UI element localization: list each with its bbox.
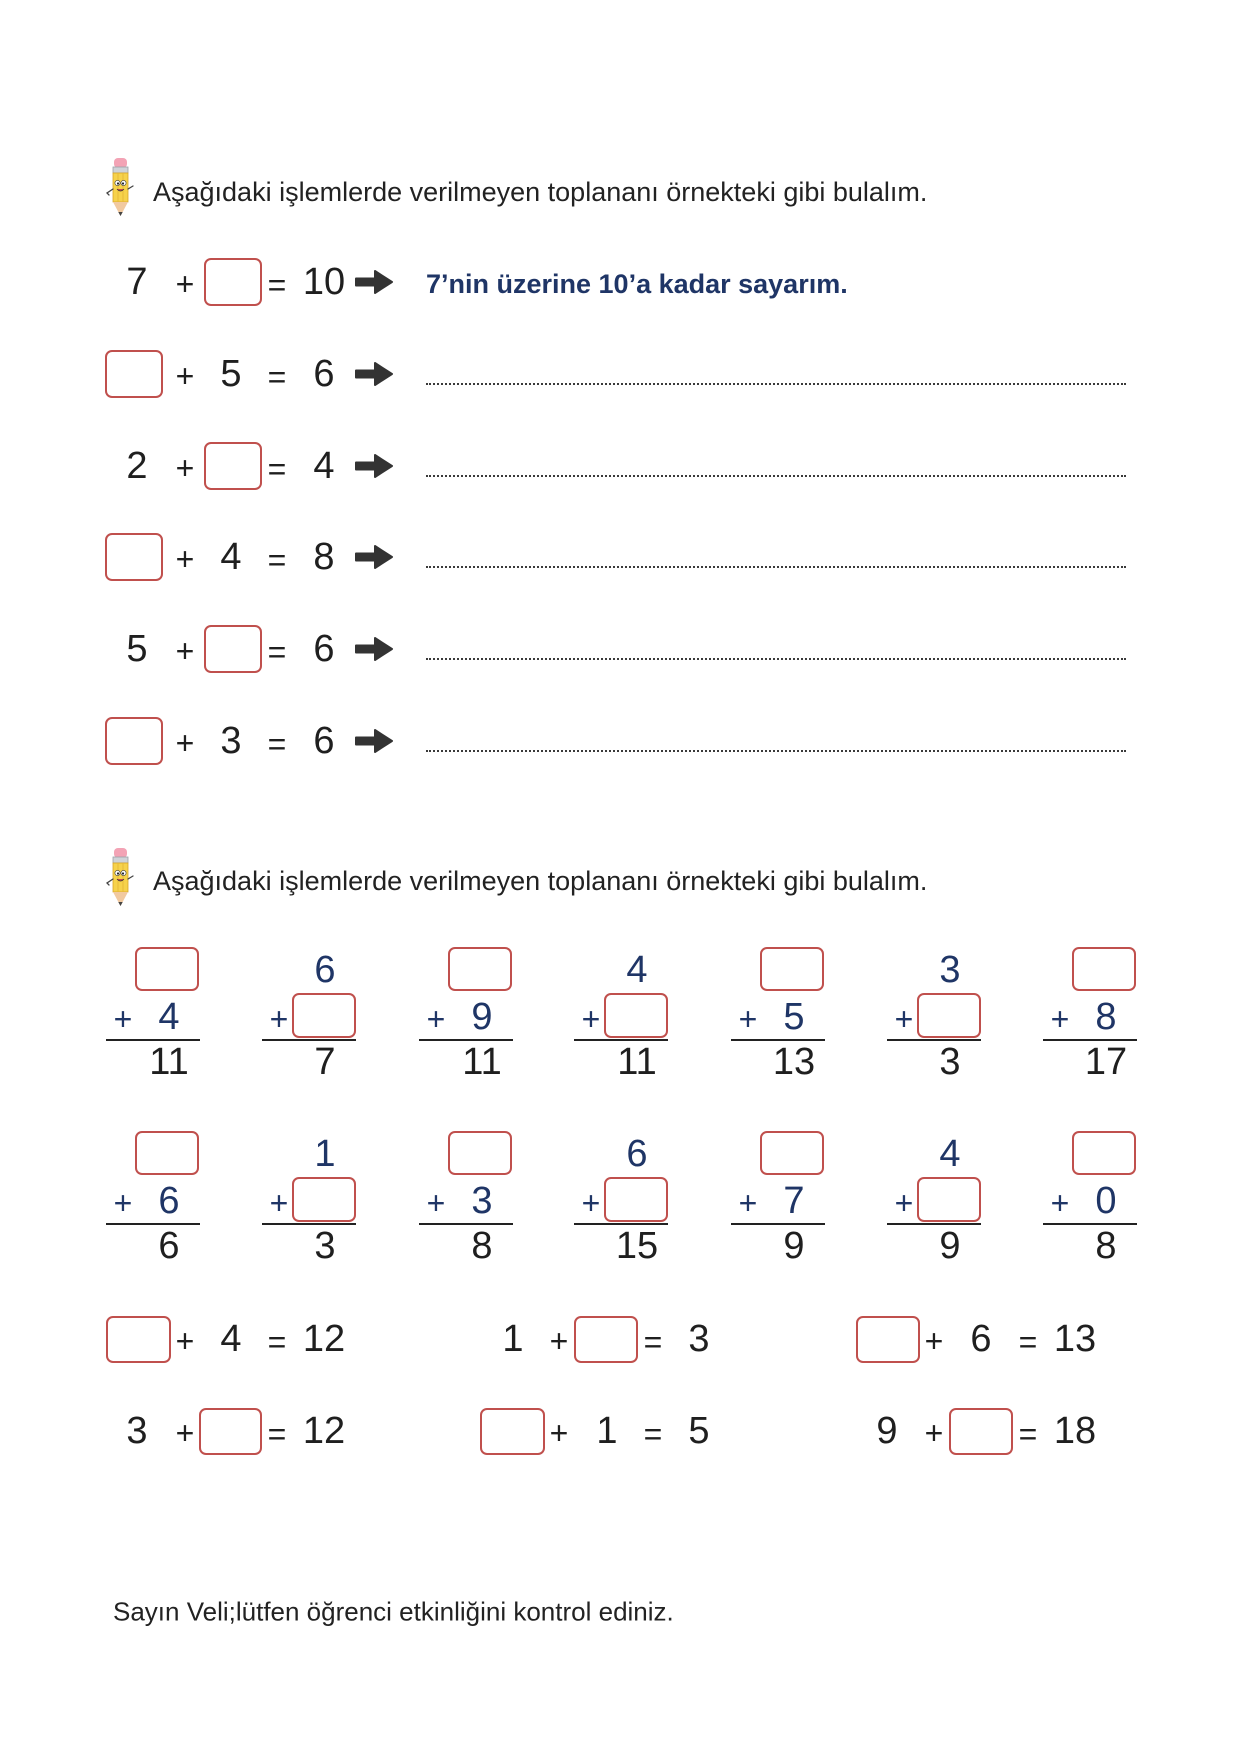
- plus-sign: +: [581, 1001, 601, 1037]
- plus-sign: +: [549, 1415, 569, 1451]
- missing-addend-box[interactable]: [949, 1408, 1013, 1455]
- plus-sign: +: [924, 1415, 944, 1451]
- right-arrow-icon: [353, 451, 395, 481]
- plus-sign: +: [549, 1323, 569, 1359]
- bottom-addend: 5: [783, 996, 805, 1038]
- vertical-addition: [1043, 1129, 1137, 1267]
- sum: 5: [688, 1410, 710, 1452]
- missing-addend-box[interactable]: [204, 442, 262, 490]
- plus-sign: +: [175, 1415, 195, 1451]
- sum-line: [887, 1223, 981, 1225]
- right-arrow-icon: [353, 542, 395, 572]
- second-addend: 1: [596, 1410, 618, 1452]
- vertical-addition: [887, 1129, 981, 1267]
- equals-sign: =: [643, 1324, 663, 1360]
- missing-addend-box[interactable]: [105, 717, 163, 765]
- plus-sign: +: [113, 1001, 133, 1037]
- sum: 13: [772, 1041, 816, 1083]
- sum: 13: [1053, 1318, 1097, 1360]
- equals-sign: =: [643, 1416, 663, 1452]
- bottom-addend: 6: [158, 1180, 180, 1222]
- missing-addend-box[interactable]: [292, 1177, 356, 1222]
- top-addend: 3: [939, 949, 961, 991]
- first-addend: 9: [876, 1410, 898, 1452]
- plus-sign: +: [581, 1185, 601, 1221]
- bottom-addend: 3: [471, 1180, 493, 1222]
- bottom-addend: 7: [783, 1180, 805, 1222]
- sum: 17: [1084, 1041, 1128, 1083]
- instruction-text: Aşağıdaki işlemlerde verilmeyen toplananı örnekteki gibi bulalım.: [153, 176, 928, 207]
- vertical-addition: [262, 1129, 356, 1267]
- first-addend: 5: [126, 628, 148, 670]
- sum: 11: [149, 1041, 189, 1083]
- missing-addend-box[interactable]: [204, 625, 262, 673]
- example-explanation: 7’nin üzerine 10’a kadar sayarım.: [426, 268, 848, 299]
- sum: 9: [939, 1225, 961, 1267]
- missing-addend-box[interactable]: [917, 1177, 981, 1222]
- second-addend: 6: [970, 1318, 992, 1360]
- plus-sign: +: [1050, 1185, 1070, 1221]
- missing-addend-box[interactable]: [105, 350, 163, 398]
- missing-addend-box[interactable]: [856, 1316, 920, 1363]
- vertical-addition: [419, 945, 513, 1083]
- plus-sign: +: [426, 1185, 446, 1221]
- plus-sign: +: [175, 450, 195, 486]
- plus-sign: +: [175, 358, 195, 394]
- plus-sign: +: [894, 1001, 914, 1037]
- vertical-addition: [574, 1129, 668, 1267]
- sum: 8: [1095, 1225, 1117, 1267]
- plus-sign: +: [175, 633, 195, 669]
- plus-sign: +: [175, 1323, 195, 1359]
- first-addend: 2: [126, 445, 148, 487]
- sum: 12: [302, 1410, 346, 1452]
- missing-addend-box[interactable]: [105, 533, 163, 581]
- equals-sign: =: [267, 267, 287, 303]
- plus-sign: +: [738, 1001, 758, 1037]
- missing-addend-box[interactable]: [135, 947, 199, 991]
- sum: 8: [313, 536, 335, 578]
- missing-addend-box[interactable]: [760, 947, 824, 991]
- answer-line[interactable]: [426, 475, 1126, 477]
- second-addend: 4: [220, 1318, 242, 1360]
- parent-note: Sayın Veli;lütfen öğrenci etkinliğini kontrol ediniz.: [113, 1596, 674, 1627]
- answer-line[interactable]: [426, 383, 1126, 385]
- right-arrow-icon: [353, 726, 395, 756]
- answer-line[interactable]: [426, 566, 1126, 568]
- missing-addend-box[interactable]: [574, 1316, 638, 1363]
- missing-addend-box[interactable]: [106, 1316, 171, 1363]
- sum-line: [262, 1039, 356, 1041]
- bottom-addend: 0: [1095, 1180, 1117, 1222]
- sum-line: [731, 1223, 825, 1225]
- equals-sign: =: [267, 542, 287, 578]
- sum: 12: [302, 1318, 346, 1360]
- sum: 6: [313, 628, 335, 670]
- missing-addend-box[interactable]: [292, 993, 356, 1038]
- equals-sign: =: [267, 451, 287, 487]
- bottom-addend: 4: [158, 996, 180, 1038]
- right-arrow-icon: [353, 634, 395, 664]
- sum: 18: [1053, 1410, 1097, 1452]
- vertical-addition: [262, 945, 356, 1083]
- plus-sign: +: [738, 1185, 758, 1221]
- equals-sign: =: [267, 359, 287, 395]
- first-addend: 3: [126, 1410, 148, 1452]
- vertical-addition: [419, 1129, 513, 1267]
- pencil-mascot-icon: [104, 846, 136, 910]
- plus-sign: +: [175, 541, 195, 577]
- sum: 3: [314, 1225, 336, 1267]
- sum-line: [419, 1223, 513, 1225]
- plus-sign: +: [924, 1323, 944, 1359]
- plus-sign: +: [894, 1185, 914, 1221]
- answer-line[interactable]: [426, 750, 1126, 752]
- pencil-mascot-icon: [104, 156, 136, 220]
- plus-sign: +: [175, 266, 195, 302]
- sum: 8: [471, 1225, 493, 1267]
- missing-addend-box[interactable]: [604, 993, 668, 1038]
- missing-addend-box[interactable]: [135, 1131, 199, 1175]
- sum: 6: [313, 353, 335, 395]
- answer-line[interactable]: [426, 658, 1126, 660]
- sum: 3: [939, 1041, 961, 1083]
- sum-line: [1043, 1223, 1137, 1225]
- vertical-addition: [106, 945, 200, 1083]
- sum-line: [106, 1223, 200, 1225]
- missing-addend-box[interactable]: [760, 1131, 824, 1175]
- sum: 10: [302, 261, 346, 303]
- sum: 4: [313, 445, 335, 487]
- equals-sign: =: [267, 1324, 287, 1360]
- vertical-addition: [106, 1129, 200, 1267]
- equals-sign: =: [1018, 1324, 1038, 1360]
- first-addend: 7: [126, 261, 148, 303]
- right-arrow-icon: [353, 267, 395, 297]
- missing-addend-box[interactable]: [448, 1131, 512, 1175]
- instruction-text: Aşağıdaki işlemlerde verilmeyen toplananı örnekteki gibi bulalım.: [153, 865, 928, 896]
- missing-addend-box[interactable]: [480, 1408, 545, 1455]
- top-addend: 6: [314, 949, 336, 991]
- missing-addend-box[interactable]: [204, 258, 262, 306]
- equals-sign: =: [267, 634, 287, 670]
- plus-sign: +: [175, 725, 195, 761]
- missing-addend-box[interactable]: [1072, 947, 1136, 991]
- sum: 11: [617, 1041, 657, 1083]
- equals-sign: =: [267, 726, 287, 762]
- missing-addend-box[interactable]: [199, 1408, 262, 1455]
- first-addend: 1: [502, 1318, 524, 1360]
- sum-line: [262, 1223, 356, 1225]
- plus-sign: +: [426, 1001, 446, 1037]
- second-addend: 4: [220, 536, 242, 578]
- sum: 11: [462, 1041, 502, 1083]
- equals-sign: =: [1018, 1416, 1038, 1452]
- plus-sign: +: [269, 1185, 289, 1221]
- sum-line: [887, 1039, 981, 1041]
- vertical-addition: [1043, 945, 1137, 1083]
- sum: 7: [314, 1041, 336, 1083]
- plus-sign: +: [269, 1001, 289, 1037]
- top-addend: 4: [939, 1133, 961, 1175]
- vertical-addition: [731, 1129, 825, 1267]
- missing-addend-box[interactable]: [917, 993, 981, 1038]
- missing-addend-box[interactable]: [604, 1177, 668, 1222]
- top-addend: 6: [626, 1133, 648, 1175]
- missing-addend-box[interactable]: [448, 947, 512, 991]
- plus-sign: +: [1050, 1001, 1070, 1037]
- sum: 6: [158, 1225, 180, 1267]
- vertical-addition: [887, 945, 981, 1083]
- sum: 3: [688, 1318, 710, 1360]
- second-addend: 5: [220, 353, 242, 395]
- sum: 15: [615, 1225, 659, 1267]
- sum: 6: [313, 720, 335, 762]
- right-arrow-icon: [353, 359, 395, 389]
- sum: 9: [783, 1225, 805, 1267]
- top-addend: 1: [314, 1133, 336, 1175]
- plus-sign: +: [113, 1185, 133, 1221]
- vertical-addition: [574, 945, 668, 1083]
- vertical-addition: [731, 945, 825, 1083]
- bottom-addend: 9: [471, 996, 493, 1038]
- missing-addend-box[interactable]: [1072, 1131, 1136, 1175]
- bottom-addend: 8: [1095, 996, 1117, 1038]
- equals-sign: =: [267, 1416, 287, 1452]
- top-addend: 4: [626, 949, 648, 991]
- second-addend: 3: [220, 720, 242, 762]
